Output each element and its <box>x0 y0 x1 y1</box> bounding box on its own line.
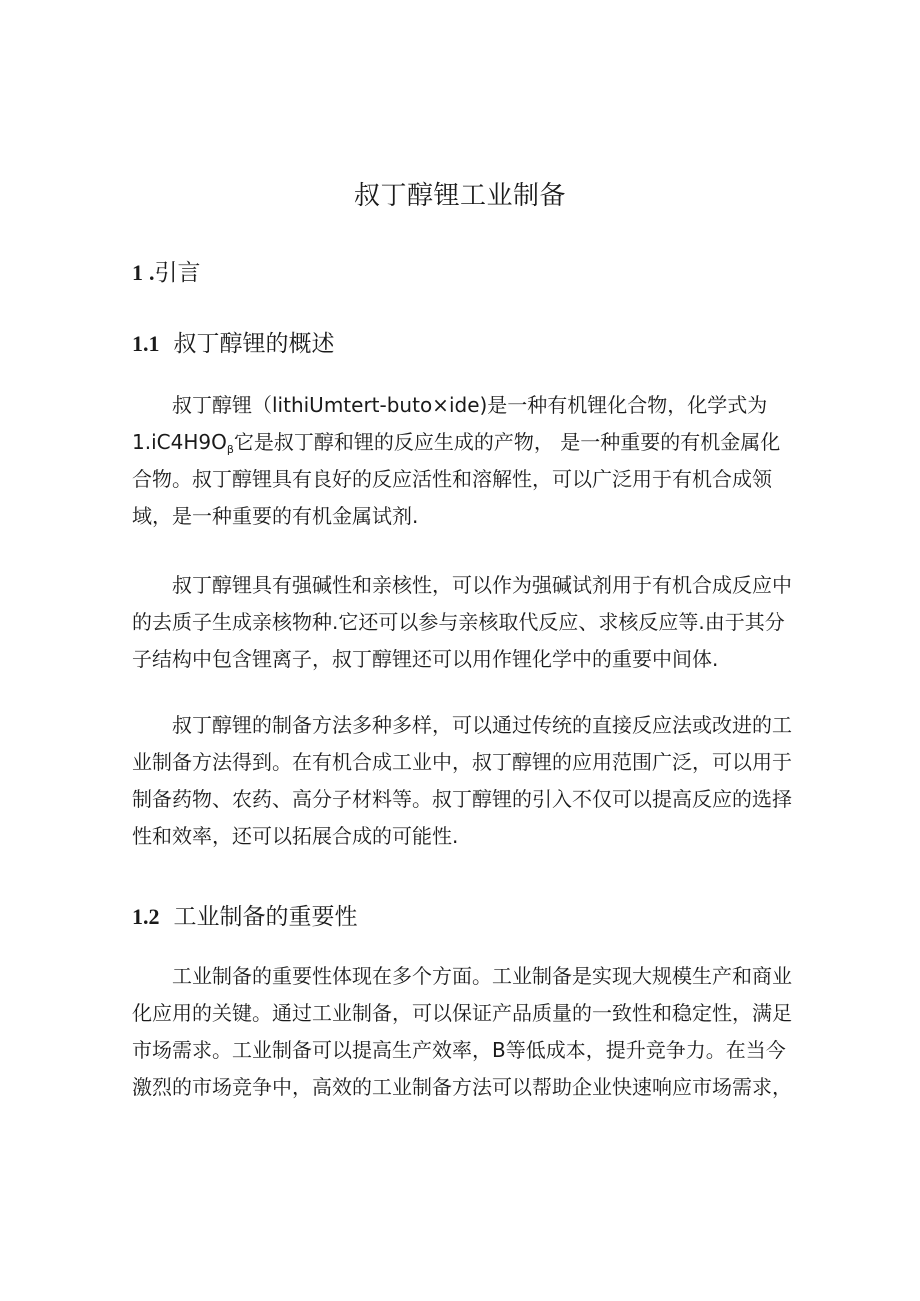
paragraph-line: 合物。叔丁醇锂具有良好的反应活性和溶解性，可以广泛用于有机合成领 <box>132 467 772 491</box>
formula-subscript: β <box>226 443 234 456</box>
paragraph-line: 叔丁醇锂具有强碱性和亲核性，可以作为强碱试剂用于有机合成反应中 <box>172 573 792 597</box>
section-heading-introduction <box>132 256 201 290</box>
paragraph-line: 市场需求。工业制备可以提高生产效率，B等低成本，提升竞争力。在当今 <box>132 1038 786 1062</box>
paragraph-line: 工业制备的重要性体现在多个方面。工业制备是实现大规模生产和商业 <box>172 964 792 988</box>
section-number: 1 <box>132 260 143 285</box>
section-heading-overview <box>132 327 335 361</box>
section-number: 1.1 <box>132 331 160 356</box>
paragraph-importance-1 <box>132 958 800 1106</box>
paragraph-line-text: 它是叔丁醇和锂的反应生成的产物， 是一种重要的有机金属化 <box>233 430 781 454</box>
paragraph-line: 性和效率，还可以拓展合成的可能性. <box>132 824 459 848</box>
section-number: 1.2 <box>132 904 160 929</box>
paragraph-overview-2 <box>132 567 800 678</box>
chemical-formula: 1.iC4H9O <box>132 430 227 454</box>
paragraph-line: 制备药物、农药、高分子材料等。叔丁醇锂的引入不仅可以提高反应的选择 <box>132 787 792 811</box>
paragraph-line <box>132 424 800 461</box>
paragraph-line: 的去质子生成亲核物种.它还可以参与亲核取代反应、求核反应等.由于其分 <box>132 610 785 634</box>
page-title: 叔丁醇锂工业制备 <box>353 181 566 211</box>
paragraph-line: 叔丁醇锂的制备方法多种多样，可以通过传统的直接反应法或改进的工 <box>172 713 792 737</box>
paragraph-line: 激烈的市场竞争中，高效的工业制备方法可以帮助企业快速响应市场需求， <box>132 1075 792 1099</box>
paragraph-line: 化应用的关键。通过工业制备，可以保证产品质量的一致性和稳定性，满足 <box>132 1001 792 1025</box>
paragraph-line: 子结构中包含锂离子，叔丁醇锂还可以用作锂化学中的重要中间体. <box>132 647 719 671</box>
section-title: 引言 <box>154 260 201 286</box>
section-title: 叔丁醇锂的概述 <box>173 331 335 357</box>
paragraph-overview-1 <box>132 387 800 535</box>
paragraph-overview-3 <box>132 707 800 855</box>
section-heading-importance <box>132 900 358 934</box>
section-title: 工业制备的重要性 <box>173 904 358 930</box>
paragraph-line: 业制备方法得到。在有机合成工业中，叔丁醇锂的应用范围广泛，可以用于 <box>132 750 792 774</box>
section-number-dot: . <box>149 260 155 285</box>
paragraph-line: 叔丁醇锂（lithiUmtert-buto×ide)是一种有机锂化合物，化学式为 <box>172 393 768 417</box>
paragraph-line: 域，是一种重要的有机金属试剂. <box>132 504 419 528</box>
